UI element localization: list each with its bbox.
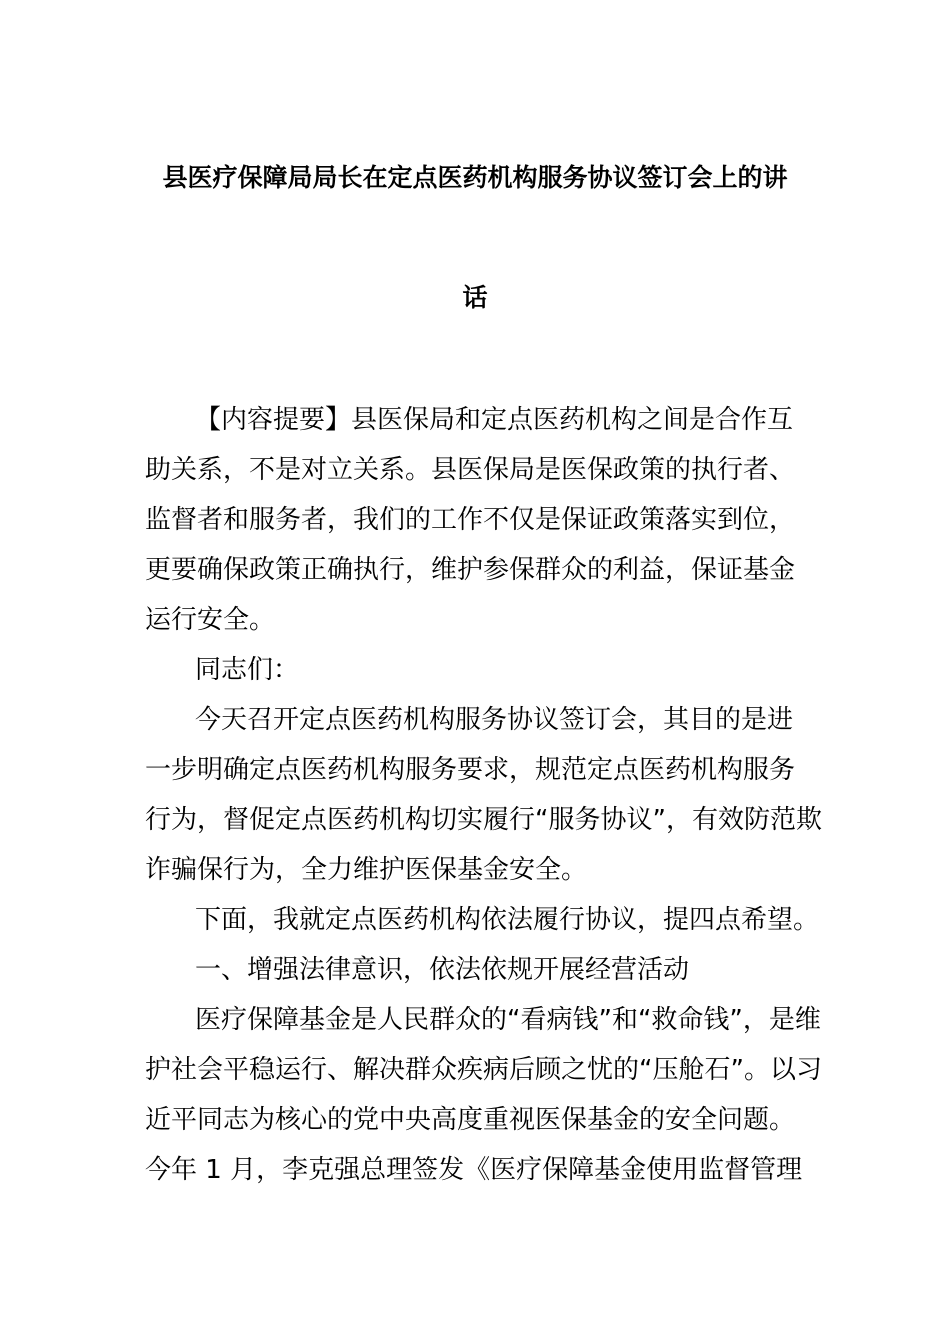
body-line: 诈骗保行为，全力维护医保基金安全。: [145, 855, 588, 885]
body-line: 护社会平稳运行、解决群众疾病后顾之忧的“压舱石”。以习: [145, 1055, 822, 1085]
body-line: 今天召开定点医药机构服务协议签订会，其目的是进: [195, 705, 794, 735]
body-line: 行为，督促定点医药机构切实履行“服务协议”，有效防范欺: [145, 805, 822, 835]
section-heading: 一、增强法律意识，依法依规开展经营活动: [195, 955, 690, 985]
body-line: 运行安全。: [145, 605, 276, 635]
body-line: 监督者和服务者，我们的工作不仅是保证政策落实到位，: [145, 505, 796, 535]
body-line: 一步明确定点医药机构服务要求，规范定点医药机构服务: [145, 755, 796, 785]
body-line: 近平同志为核心的党中央高度重视医保基金的安全问题。: [145, 1105, 796, 1135]
body-line: 今年 1 月，李克强总理签发《医疗保障基金使用监督管理: [145, 1155, 803, 1185]
body-line: 下面，我就定点医药机构依法履行协议，提四点希望。: [195, 905, 820, 935]
body-line: 更要确保政策正确执行，维护参保群众的利益，保证基金: [145, 555, 796, 585]
body-line: 医疗保障基金是人民群众的“看病钱”和“救命钱”，是维: [195, 1005, 821, 1035]
body-line: 同志们：: [195, 655, 300, 685]
body-line: 助关系，不是对立关系。县医保局是医保政策的执行者、: [145, 455, 796, 485]
document-title-line-1: 县医疗保障局局长在定点医药机构服务协议签订会上的讲: [162, 163, 788, 192]
body-line: 【内容提要】县医保局和定点医药机构之间是合作互: [195, 405, 794, 435]
document-body: [145, 395, 822, 1195]
document-title-line-2: 话: [462, 283, 488, 312]
